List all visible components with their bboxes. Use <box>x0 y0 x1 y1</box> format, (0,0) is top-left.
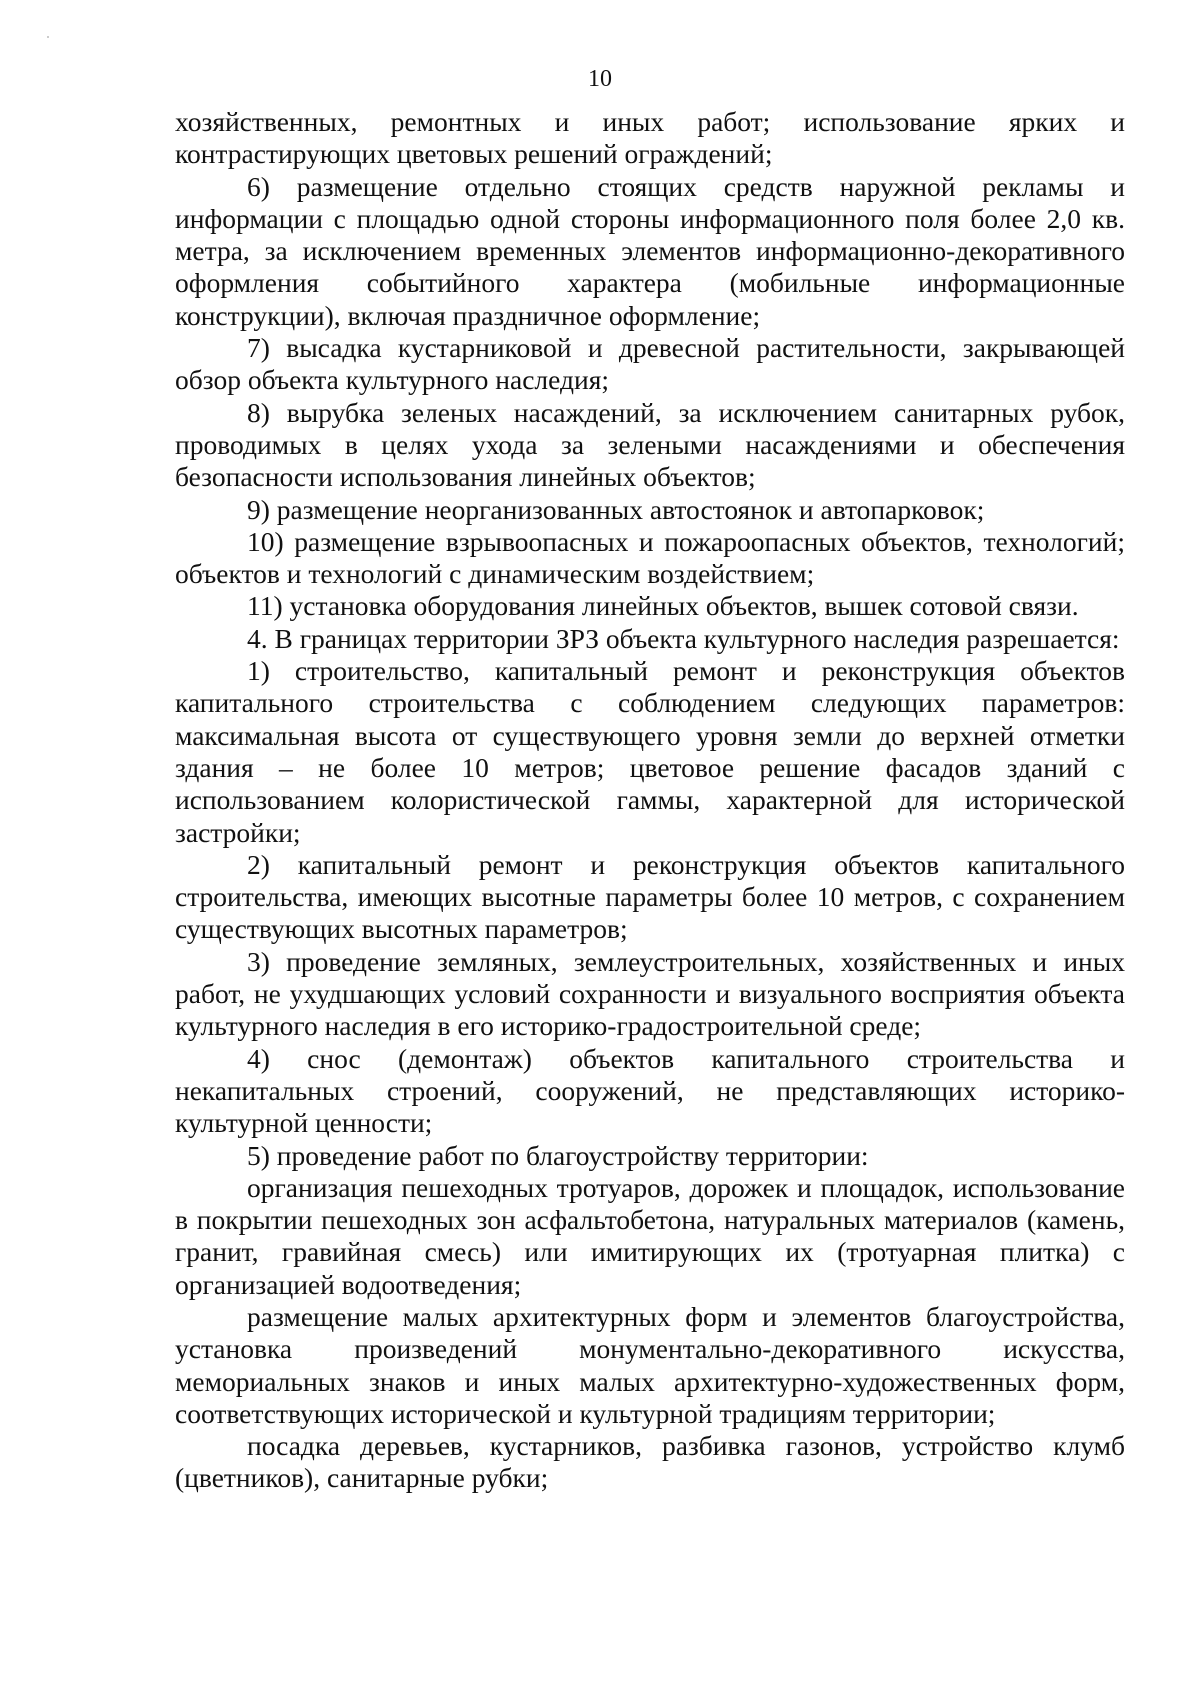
paragraph: 2) капитальный ремонт и реконструкция объектов капитального строительства, имеющих высотные параметры более 10 метров, с сохранением существующих высотных параметров; <box>175 848 1125 945</box>
paragraph: 11) установка оборудования линейных объектов, вышек сотовой связи. <box>247 590 1079 622</box>
paragraph: хозяйственных, ремонтных и иных работ; использование ярких и контрастирующих цветовых решений ограждений; <box>175 106 1125 170</box>
paragraph: 4. В границах территории ЗРЗ объекта культурного наследия разрешается: <box>247 622 1120 654</box>
page-number: 10 <box>588 66 612 92</box>
paragraph: 4) снос (демонтаж) объектов капитального строительства и некапитальных строений, сооружений, не представляющих историко-культурной ценности; <box>175 1042 1125 1139</box>
paragraph: 8) вырубка зеленых насаждений, за исключением санитарных рубок, проводимых в целях ухода за зелеными насаждениями и обеспечения безопасности использования линейных объектов; <box>175 396 1125 493</box>
paragraph: посадка деревьев, кустарников, разбивка газонов, устройство клумб (цветников), санитарные рубки; <box>175 1430 1125 1494</box>
paragraph: 6) размещение отдельно стоящих средств наружной рекламы и информации с площадью одной стороны информационного поля более 2,0 кв. метра, за исключением временных элементов информационно-декоративного оформления событийного характера (мобильные информационные конструкции), включая праздничное оформление; <box>175 170 1125 331</box>
paragraph: размещение малых архитектурных форм и элементов благоустройства, установка произведений монументально-декоративного искусства, мемориальных знаков и иных малых архитектурно-художественных форм, соответствующих исторической и культурной традициям территории; <box>175 1300 1125 1429</box>
paragraph: 9) размещение неорганизованных автостоянок и автопарковок; <box>247 493 985 525</box>
paragraph: организация пешеходных тротуаров, дорожек и площадок, использование в покрытии пешеходных зон асфальтобетона, натуральных материалов (камень, гранит, гравийная смесь) или имитирующих их (тротуарная плитка) с организацией водоотведения; <box>175 1171 1125 1300</box>
paragraph: 10) размещение взрывоопасных и пожароопасных объектов, технологий; объектов и технологий с динамическим воздействием; <box>175 525 1125 590</box>
paragraph: 5) проведение работ по благоустройству территории: <box>247 1139 869 1171</box>
paragraph: 1) строительство, капитальный ремонт и реконструкция объектов капитального строительства с соблюдением следующих параметров: максимальная высота от существующего уровня земли до верхней отметки здания – не более 10 метров; цветовое решение фасадов зданий с использованием колористической гаммы, характерной для исторической застройки; <box>175 655 1125 848</box>
scan-speck <box>47 36 49 38</box>
paragraph: 7) высадка кустарниковой и древесной растительности, закрывающей обзор объекта культурного наследия; <box>175 332 1125 396</box>
document-body <box>175 106 1125 1495</box>
paragraph: 3) проведение земляных, землеустроительных, хозяйственных и иных работ, не ухудшающих условий сохранности и визуального восприятия объекта культурного наследия в его историко-градостроительной среде; <box>175 945 1125 1042</box>
